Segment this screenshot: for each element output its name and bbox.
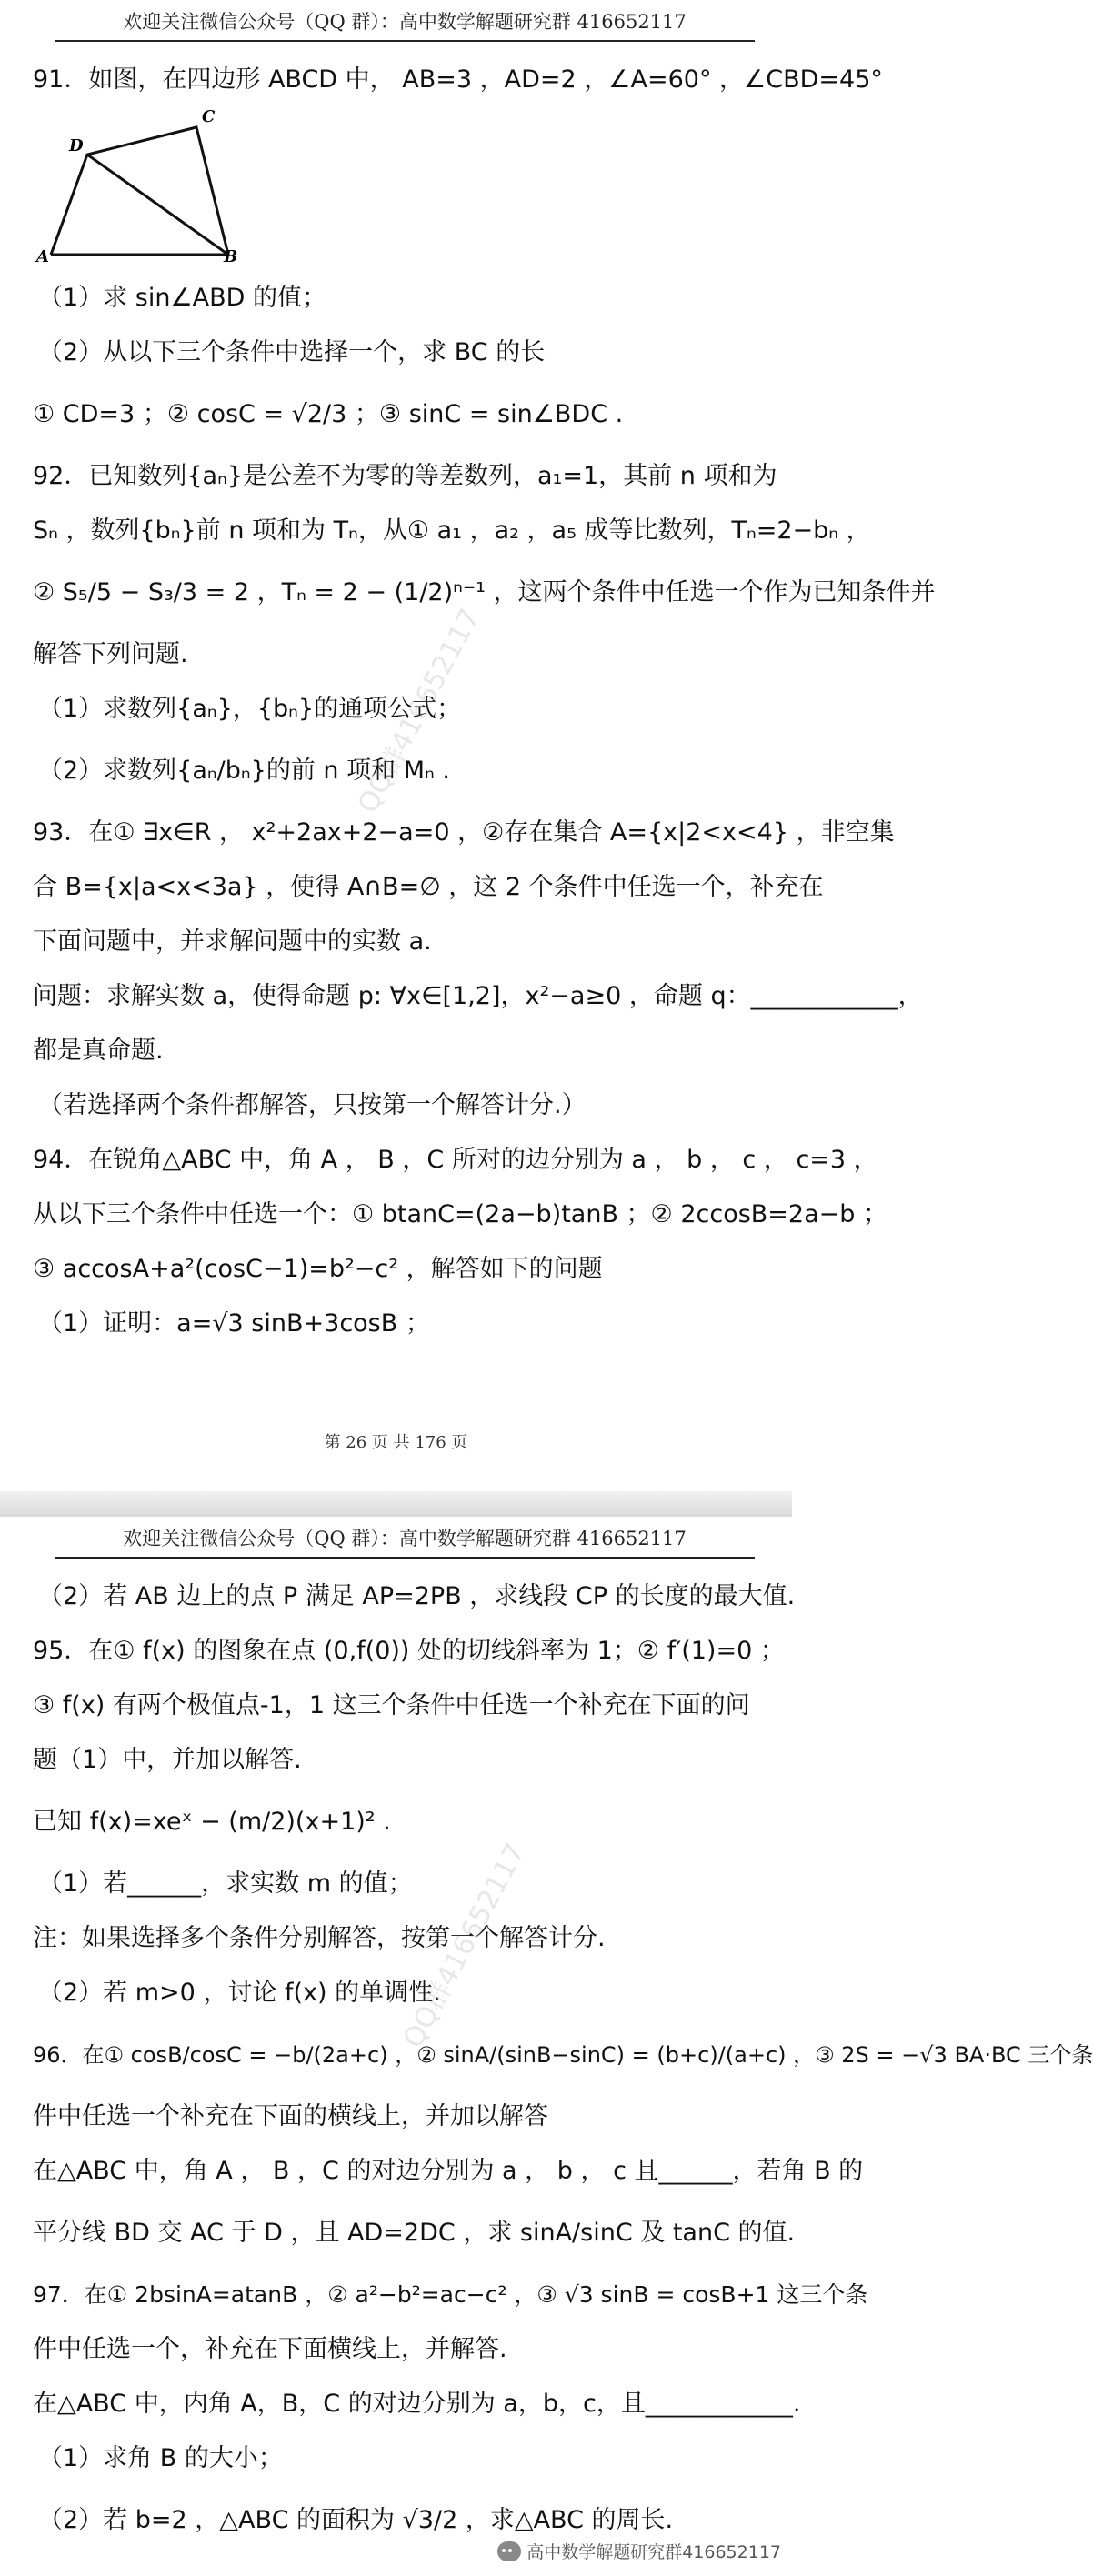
problem-92-statement-line4: 解答下列问题. [33, 640, 188, 668]
page-27 [0, 1517, 1093, 2576]
problem-94-statement-line2: 从以下三个条件中任选一个：① btanC=(2a−b)tanB ；② 2ccosB=2a−b ； [33, 1200, 888, 1228]
corner-watermark-text: 高中数学解题研究群416652117 [526, 2542, 781, 2562]
wechat-icon [497, 2541, 521, 2561]
problem-97-part1: （1）求角 B 的大小； [38, 2444, 283, 2472]
problem-91-part1: （1）求 sin∠ABD 的值； [38, 284, 327, 312]
problem-96-statement-line1: 96．在① cosB/cosC = −b/(2a+c) ，② sinA/(sinB−sinC) = (b+c)/(a+c) ，③ 2S = −√3 BA·BC 三个条 [33, 2042, 1093, 2068]
vertex-label-d: D [69, 136, 84, 155]
page-footer: 第 26 页 共 176 页 [324, 1433, 468, 1452]
watermark: QQ群416652117 [352, 603, 486, 819]
corner-watermark [497, 2539, 781, 2563]
problem-93-statement-line3: 下面问题中，并求解问题中的实数 a. [33, 927, 432, 956]
problem-95-part2: （2）若 m>0 ，讨论 f(x) 的单调性. [38, 1979, 441, 2007]
problem-91-options: ① CD=3 ；② cosC = √2/3 ；③ sinC = sin∠BDC . [33, 400, 624, 428]
problem-93-statement-line2: 合 B={x|a<x<3a} ，使得 A∩B=∅ ，这 2 个条件中任选一个，补充在 [33, 873, 824, 901]
problem-95-statement-line3: 题（1）中，并加以解答. [33, 1746, 302, 1774]
problem-92-statement-line3: ② S₅/5 − S₃/3 = 2 ，Tₙ = 2 − (1/2)ⁿ⁻¹ ，这两个条件中任选一个作为已知条件并 [33, 578, 936, 606]
problem-93-note: （若选择两个条件都解答，只按第一个解答计分.） [38, 1091, 587, 1119]
problem-94-part2: （2）若 AB 边上的点 P 满足 AP=2PB ，求线段 CP 的长度的最大值. [38, 1582, 796, 1610]
watermark: QQ群416652117 [397, 1838, 532, 2054]
problem-92-part2: （2）求数列{aₙ/bₙ}的前 n 项和 Mₙ . [38, 757, 450, 785]
page-header: 欢迎关注微信公众号（QQ 群）：高中数学解题研究群 416652117 [55, 1524, 755, 1559]
quadrilateral-diagram [33, 109, 260, 264]
problem-95-function: 已知 f(x)=xeˣ − (m/2)(x+1)² . [33, 1808, 391, 1836]
problem-95-note: 注：如果选择多个条件分别解答，按第一个解答计分. [33, 1924, 606, 1952]
page-26 [0, 0, 936, 1491]
problem-93-question-end: 都是真命题. [33, 1037, 164, 1065]
vertex-label-c: C [202, 107, 216, 126]
problem-97-statement-line2: 件中任选一个，补充在下面横线上，并解答. [33, 2335, 507, 2363]
page-content [33, 1569, 1093, 2555]
problem-92-statement-line2: Sₙ ，数列{bₙ}前 n 项和为 Tₙ，从① a₁ ，a₂ ，a₅ 成等比数列，Tₙ=2−bₙ ， [33, 516, 871, 545]
problem-92-statement-line1: 92．已知数列{aₙ}是公差不为零的等差数列，a₁=1，其前 n 项和为 [33, 462, 777, 490]
problem-95-statement-line1: 95．在① f(x) 的图象在点 (0,f(0)) 处的切线斜率为 1；② f′(1)=0 ； [33, 1637, 785, 1665]
problem-93-question: 问题：求解实数 a，使得命题 p: ∀x∈[1,2]，x²−a≥0 ，命题 q：____________， [33, 982, 923, 1010]
page-header: 欢迎关注微信公众号（QQ 群）：高中数学解题研究群 416652117 [55, 7, 755, 42]
problem-91-statement: 91．如图，在四边形 ABCD 中， AB=3 ，AD=2 ，∠A=60° ，∠CBD=45° [33, 65, 883, 94]
problem-94-part1: （1）证明：a=√3 sinB+3cosB ； [38, 1309, 430, 1338]
problem-94-statement-line1: 94．在锐角△ABC 中，角 A ， B ，C 所对的边分别为 a ， b ， c ， c=3 ， [33, 1146, 878, 1174]
vertex-label-b: B [224, 247, 238, 266]
problem-94-statement-line3: ③ accosA+a²(cosC−1)=b²−c² ，解答如下的问题 [33, 1255, 603, 1283]
problem-97-statement-line1: 97．在① 2bsinA=atanB ，② a²−b²=ac−c² ，③ √3 sinB = cosB+1 这三个条 [33, 2281, 868, 2308]
problem-95-statement-line2: ③ f(x) 有两个极值点-1，1 这三个条件中任选一个补充在下面的问 [33, 1691, 750, 1719]
problem-97-statement-line3: 在△ABC 中，内角 A，B，C 的对边分别为 a，b，c，且____________. [33, 2390, 801, 2418]
problem-97-part2: （2）若 b=2 ，△ABC 的面积为 √3/2 ，求△ABC 的周长. [38, 2506, 674, 2534]
problem-96-statement-line3: 在△ABC 中，角 A ， B ，C 的对边分别为 a ， b ， c 且______，若角 B 的 [33, 2157, 864, 2185]
problem-91-part2: （2）从以下三个条件中选择一个，求 BC 的长 [38, 338, 546, 366]
page-separator [0, 1491, 792, 1517]
problem-92-part1: （1）求数列{aₙ}，{bₙ}的通项公式； [38, 695, 462, 723]
problem-96-statement-line4: 平分线 BD 交 AC 于 D ，且 AD=2DC ，求 sinA/sinC 及 tanC 的值. [33, 2219, 796, 2247]
problem-93-statement-line1: 93．在① ∃x∈R ， x²+2ax+2−a=0 ，②存在集合 A={x|2<x<4} ，非空集 [33, 818, 895, 847]
problem-95-part1: （1）若______，求实数 m 的值； [38, 1869, 413, 1898]
problem-96-statement-line2: 件中任选一个补充在下面的横线上，并加以解答 [33, 2102, 548, 2130]
vertex-label-a: A [36, 247, 49, 266]
